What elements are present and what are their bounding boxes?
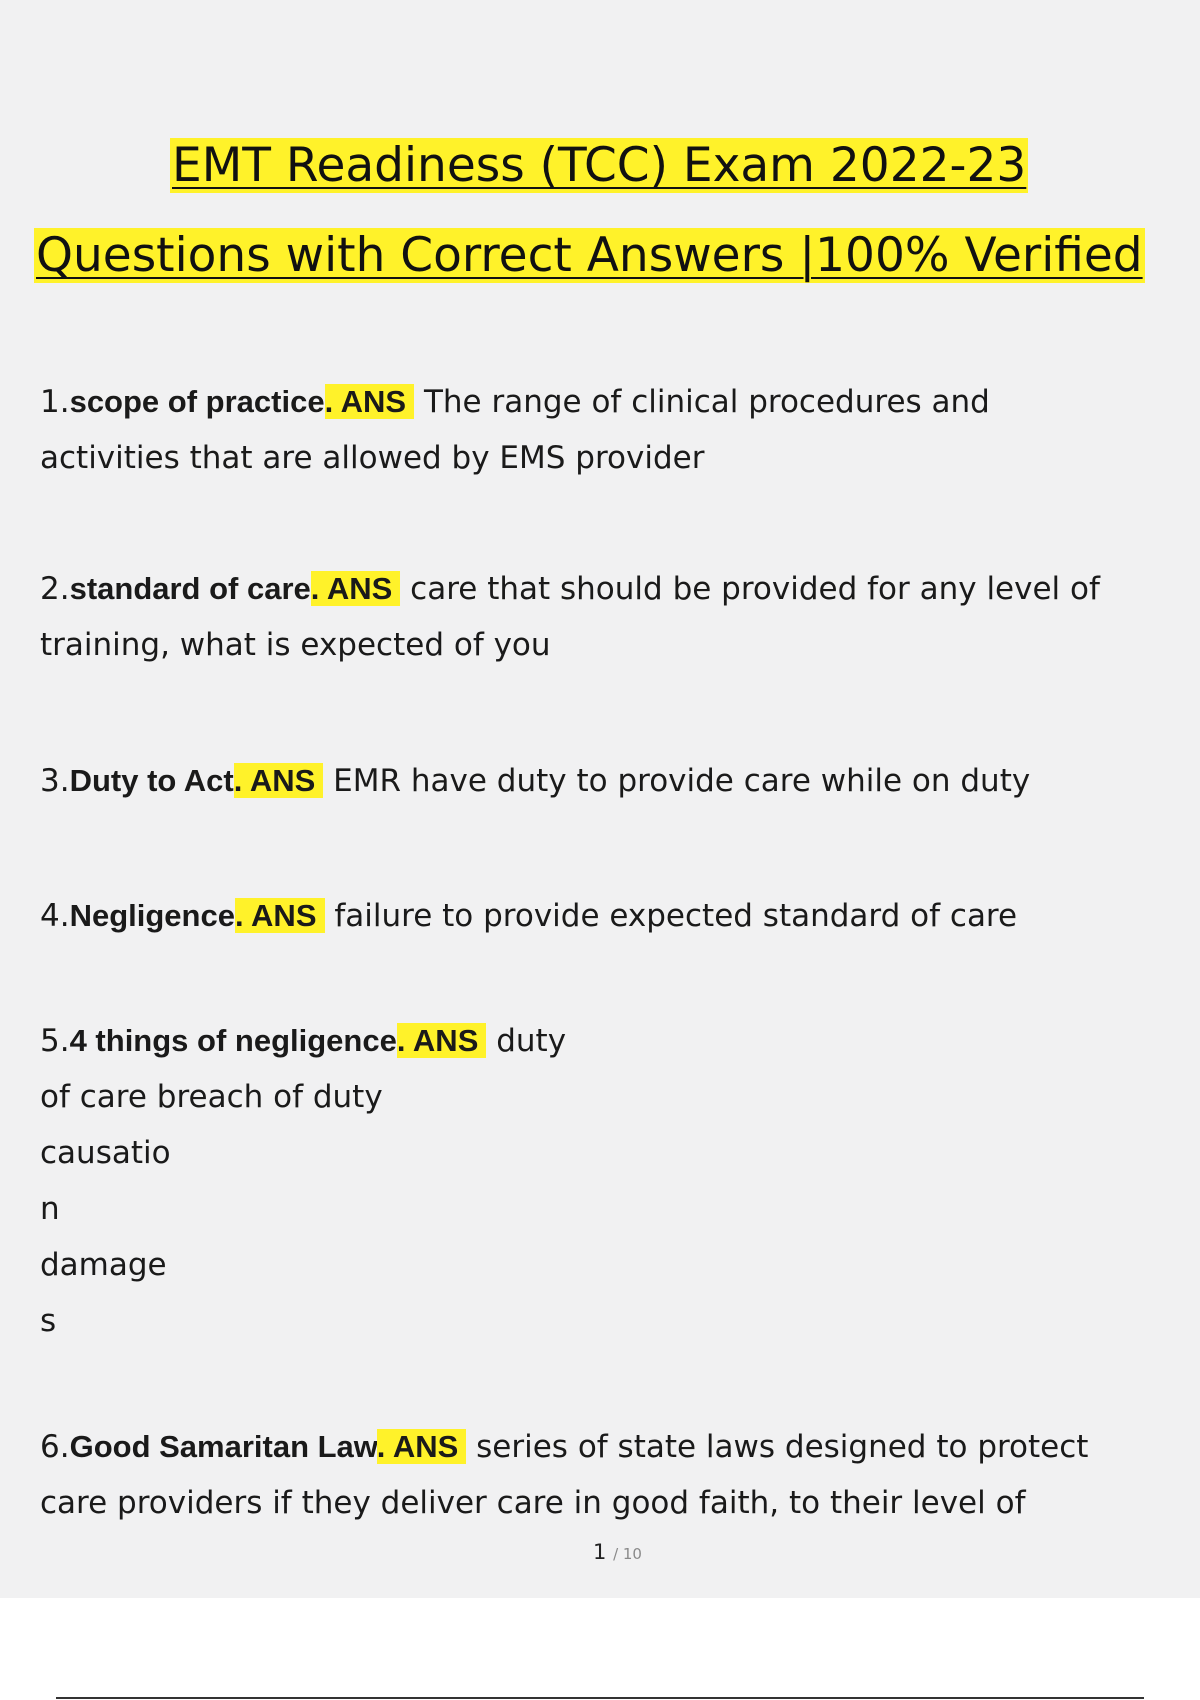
item-term: Negligence bbox=[69, 898, 235, 933]
answer-marker: . ANS bbox=[377, 1429, 467, 1464]
answer-text-continued: activities that are allowed by EMS provider bbox=[40, 440, 705, 476]
qa-item-5 bbox=[40, 1013, 1170, 1349]
answer-text-continued: s bbox=[40, 1303, 57, 1339]
item-number: 6. bbox=[40, 1429, 70, 1465]
qa-item-1 bbox=[40, 374, 1170, 486]
title-line-2-text: Questions with Correct Answers |100% Verified bbox=[36, 228, 1143, 283]
answer-marker: . ANS bbox=[325, 384, 415, 419]
answer-text: series of state laws designed to protect bbox=[476, 1429, 1089, 1465]
document-title-line-2 bbox=[34, 225, 1145, 287]
answer-text: EMR have duty to provide care while on duty bbox=[333, 763, 1031, 799]
page-total: / 10 bbox=[613, 1545, 642, 1563]
answer-text-continued: care providers if they deliver care in good faith, to their level of bbox=[40, 1485, 1026, 1521]
item-number: 1. bbox=[40, 384, 70, 420]
qa-item-6 bbox=[40, 1419, 1170, 1531]
title-line-1-text: EMT Readiness (TCC) Exam 2022-23 bbox=[172, 138, 1027, 193]
item-number: 5. bbox=[40, 1023, 70, 1059]
qa-item-3 bbox=[40, 753, 1170, 809]
answer-marker: . ANS bbox=[234, 763, 324, 798]
answer-text-continued: of care breach of duty bbox=[40, 1079, 383, 1115]
item-number: 2. bbox=[40, 571, 70, 607]
answer-text: care that should be provided for any level of bbox=[410, 571, 1100, 607]
item-term: Duty to Act bbox=[69, 763, 234, 798]
answer-text: The range of clinical procedures and bbox=[423, 384, 990, 420]
answer-text-continued: damage bbox=[40, 1247, 167, 1283]
document-title-line-1 bbox=[170, 135, 1028, 197]
answer-marker: . ANS bbox=[311, 571, 401, 606]
next-page-divider bbox=[56, 1697, 1144, 1699]
item-term: Good Samaritan Law bbox=[69, 1429, 377, 1464]
answer-text: duty bbox=[496, 1023, 567, 1059]
page-current: 1 bbox=[593, 1540, 607, 1564]
answer-text: failure to provide expected standard of care bbox=[334, 898, 1018, 934]
item-term: 4 things of negligence bbox=[69, 1023, 397, 1058]
qa-item-2 bbox=[40, 561, 1170, 673]
page-number bbox=[0, 1540, 1200, 1564]
answer-marker: . ANS bbox=[235, 898, 325, 933]
item-term: scope of practice bbox=[69, 384, 325, 419]
answer-marker: . ANS bbox=[397, 1023, 487, 1058]
answer-text-continued: causatio bbox=[40, 1135, 171, 1171]
answer-text-continued: training, what is expected of you bbox=[40, 627, 551, 663]
item-number: 3. bbox=[40, 763, 70, 799]
item-term: standard of care bbox=[69, 571, 311, 606]
qa-item-4 bbox=[40, 888, 1170, 944]
answer-text-continued: n bbox=[40, 1191, 60, 1227]
item-number: 4. bbox=[40, 898, 70, 934]
